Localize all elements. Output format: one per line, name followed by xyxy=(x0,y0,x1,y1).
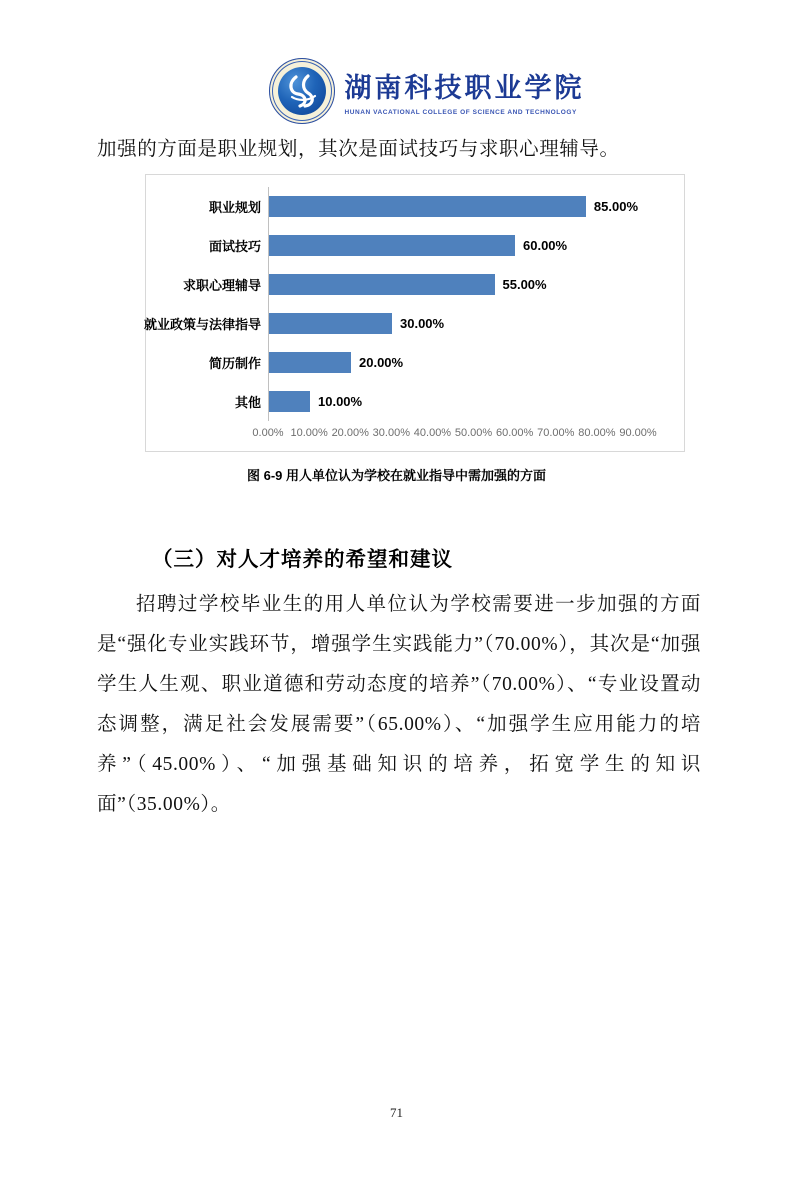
chart-x-tick-label: 60.00% xyxy=(496,427,534,439)
chart-category-label: 职业规划 xyxy=(208,200,261,215)
chart-x-tick-label: 10.00% xyxy=(290,427,328,439)
bar-chart-figure xyxy=(145,174,685,452)
chart-x-tick-label: 70.00% xyxy=(537,427,575,439)
chart-bar-row xyxy=(269,226,638,265)
chart-x-tick-label: 20.00% xyxy=(331,427,369,439)
body-paragraph: 招聘过学校毕业生的用人单位认为学校需要进一步加强的方面是“强化专业实践环节，增强学生实践能力”（70.00%），其次是“加强学生人生观、职业道德和劳动态度的培养”（70.00%）、“专业设置动态调整，满足社会发展需要”（65.00%）、“加强学生应用能力的培养”（45.00%）、“加强基础知识的培养，拓宽学生的知识面”（35.00%）。 xyxy=(97,594,701,815)
chart-x-tick-label: 90.00% xyxy=(619,427,657,439)
school-logo xyxy=(269,58,335,124)
chart-bar-row xyxy=(269,187,638,226)
chart-bar-row xyxy=(269,382,638,421)
chart-category-axis xyxy=(143,187,268,447)
chart-plot-column xyxy=(252,187,684,447)
chart-category-label: 就业政策与法律指导 xyxy=(143,317,261,332)
chart-bar xyxy=(269,235,515,256)
chart-x-tick-label: 40.00% xyxy=(413,427,452,439)
intro-text: 加强的方面是职业规划，其次是面试技巧与求职心理辅导。 xyxy=(97,139,620,160)
chart-x-axis xyxy=(252,427,657,447)
chart-x-tick-label: 50.00% xyxy=(454,427,493,439)
chart-category-label: 其他 xyxy=(234,395,261,410)
chart-x-tick-label: 30.00% xyxy=(372,427,410,439)
chart-x-tick-label: 0.00% xyxy=(252,427,284,439)
chart-data-label: 10.00% xyxy=(318,394,363,409)
chart-bar-row xyxy=(269,265,638,304)
chart-data-label: 60.00% xyxy=(523,238,568,253)
chart-bar xyxy=(269,313,392,334)
chart-data-label: 30.00% xyxy=(400,316,445,331)
chart-category-label: 求职心理辅导 xyxy=(182,278,261,293)
chart-bar xyxy=(269,274,495,295)
chart-category-label: 面试技巧 xyxy=(208,239,261,254)
page-number: 71 xyxy=(390,1105,403,1120)
chart-bar xyxy=(269,391,310,412)
chart-plot-area xyxy=(268,187,638,421)
chart-data-label: 85.00% xyxy=(593,199,638,214)
chart-data-label: 20.00% xyxy=(359,355,404,370)
school-names xyxy=(345,66,585,116)
chart-category-label: 简历制作 xyxy=(208,356,261,371)
chart-data-label: 55.00% xyxy=(502,277,547,292)
chart-bar xyxy=(269,352,351,373)
figure-caption: 图 6-9 用人单位认为学校在就业指导中需加强的方面 xyxy=(246,468,546,483)
chart-x-tick-label: 80.00% xyxy=(578,427,616,439)
chart-bar xyxy=(269,196,586,217)
chart-bar-row xyxy=(269,343,638,382)
document-page xyxy=(0,58,793,1120)
page-header xyxy=(30,58,793,124)
chart-inner xyxy=(143,187,684,447)
section-heading: （三）对人才培养的希望和建议 xyxy=(152,549,453,571)
school-emblem-icon xyxy=(278,67,326,115)
school-name-cn: 湖南科技职业学院 xyxy=(344,73,585,103)
chart-bar-row xyxy=(269,304,638,343)
school-name-en: HUNAN VACATIONAL COLLEGE OF SCIENCE AND TECHNOLOGY xyxy=(344,109,577,116)
emblem-glyph-icon xyxy=(278,67,326,115)
